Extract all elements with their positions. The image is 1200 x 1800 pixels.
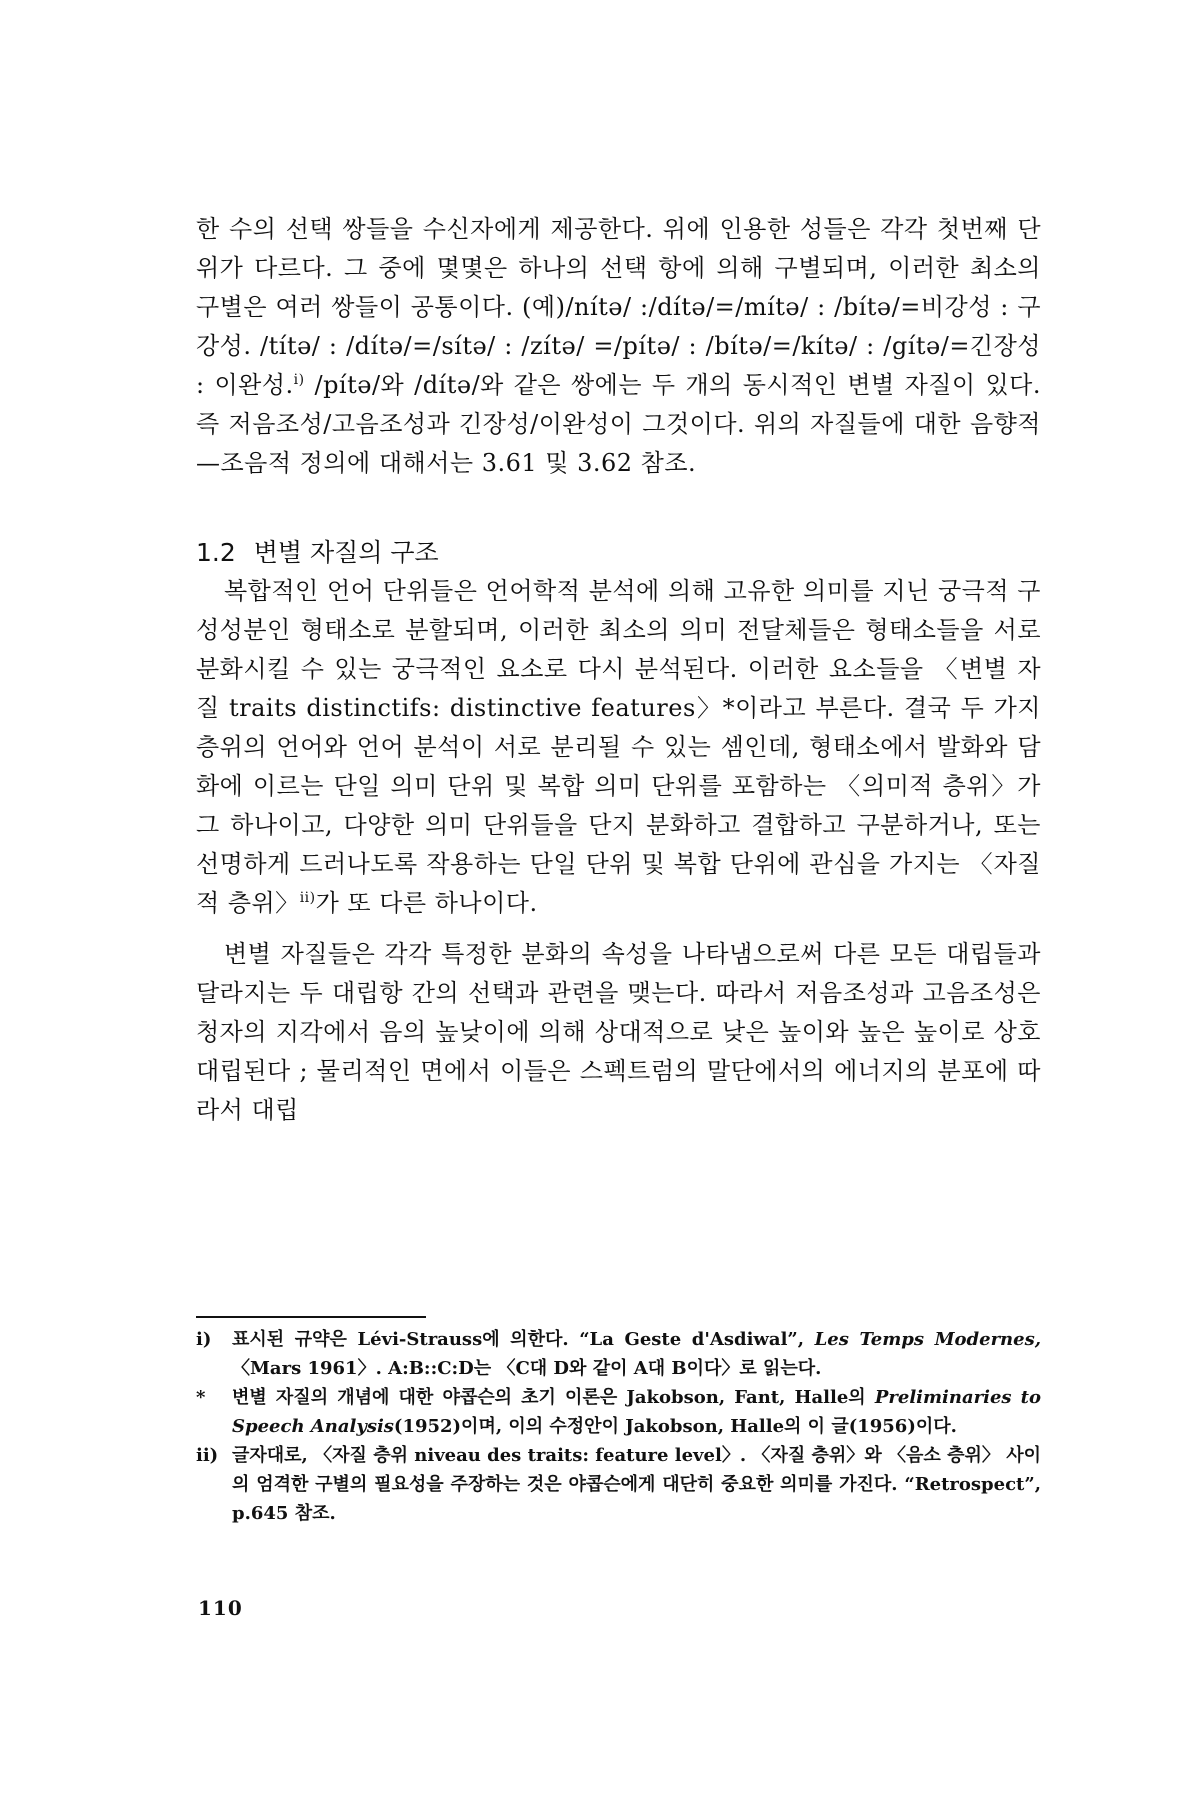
paragraph-text: 한 수의 선택 쌍들을 수신자에게 제공한다. 위에 인용한 성들은 각각 첫번째 단위가 다르다. 그 중에 몇몇은 하나의 선택 항에 의해 구별되며, 이러한 최소의 구별은 여러 쌍들이 공통이다. (예)/nítə/ :/dítə/=/mítə/ : /bítə/=비강성 : 구강성. /títə/ : /dítə/=/sítə/ : /zítə/ =/pítə/ : /bítə/=/kítə/ : /gítə/=긴장성 : 이완성. [196, 215, 1041, 399]
section-title: 변별 자질의 구조 [253, 538, 439, 567]
footnote-text-part: 변별 자질의 개념에 대한 야콥슨의 초기 이론은 Jakobson, Fant, Halle의 [232, 1387, 875, 1408]
footnote-text-part: (1952)이며, 이의 수정안이 Jakobson, Halle의 이 글(1956)이다. [393, 1416, 957, 1437]
section-number: 1.2 [196, 538, 236, 567]
page-number: 110 [198, 1596, 243, 1620]
footnote [196, 1383, 1041, 1441]
footnote-text [232, 1325, 1041, 1383]
footnote-ref: ii) [299, 890, 316, 906]
footnote-text-part: 표시된 규약은 Lévi-Strauss에 의한다. “La Geste d'Asdiwal”, [232, 1329, 815, 1350]
footnote-text-part: 글자대로, 〈자질 층위 niveau des traits: feature level〉. 〈자질 층위〉와 〈음소 층위〉 사이의 엄격한 구별의 필요성을 주장하는 것은 야콥슨에게 대단히 중요한 의미를 가진다. “Retrospect”, p.645 참조. [232, 1445, 1041, 1524]
footnote-mark: i) [196, 1329, 212, 1350]
footnote-text [232, 1441, 1041, 1528]
footnote-divider [196, 1316, 426, 1318]
page-body [196, 210, 1041, 1130]
footnote-italic-title: Les Temps Modernes, [814, 1329, 1041, 1350]
footnote-italic-title: Preliminaries to Speech Analysis [232, 1387, 1041, 1437]
paragraph-text: 복합적인 언어 단위들은 언어학적 분석에 의해 고유한 의미를 지닌 궁극적 구성성분인 형태소로 분할되며, 이러한 최소의 의미 전달체들은 형태소들을 서로 분화시킬 수 있는 궁극적인 요소로 다시 분석된다. 이러한 요소들을 〈변별 자질 traits distinctifs: distinctive features〉*이라고 부른다. 결국 두 가지 층위의 언어와 언어 분석이 서로 분리될 수 있는 셈인데, 형태소에서 발화와 담화에 이르는 단일 의미 단위 및 복합 의미 단위를 포함하는 〈의미적 층위〉가 그 하나이고, 다양한 의미 단위들을 단지 분화하고 결합하고 구분하거나, 또는 선명하게 드러나도록 작용하는 단일 단위 및 복합 단위에 관심을 가지는 〈자질적 층위〉 [196, 577, 1041, 917]
footnote-ref: i) [293, 372, 305, 388]
body-paragraph [196, 572, 1041, 923]
body-paragraph [196, 935, 1041, 1130]
footnote [196, 1441, 1041, 1528]
footnote [196, 1325, 1041, 1383]
footnote-mark: * [196, 1387, 206, 1408]
paragraph-text: 변별 자질들은 각각 특정한 분화의 속성을 나타냄으로써 다른 모든 대립들과 달라지는 두 대립항 간의 선택과 관련을 맺는다. 따라서 저음조성과 고음조성은 청자의 지각에서 음의 높낮이에 의해 상대적으로 낮은 높이와 높은 높이로 상호 대립된다 ; 물리적인 면에서 이들은 스펙트럼의 말단에서의 에너지의 분포에 따라서 대립 [196, 940, 1041, 1124]
paragraph-text: /pítə/와 /dítə/와 같은 쌍에는 두 개의 동시적인 변별 자질이 있다. 즉 저음조성/고음조성과 긴장성/이완성이 그것이다. 위의 자질들에 대한 음향적—조음적 정의에 대해서는 3.61 및 3.62 참조. [196, 371, 1041, 477]
paragraph-text: 가 또 다른 하나이다. [315, 889, 538, 917]
footnote-text-part: 〈Mars 1961〉. A:B::C:D는 〈C대 D와 같이 A대 B이다〉로 읽는다. [232, 1358, 822, 1379]
footnote-mark: ii) [196, 1445, 219, 1466]
body-paragraph [196, 210, 1041, 483]
section-heading [196, 533, 1041, 572]
footnotes [196, 1325, 1041, 1528]
footnote-text [232, 1383, 1041, 1441]
